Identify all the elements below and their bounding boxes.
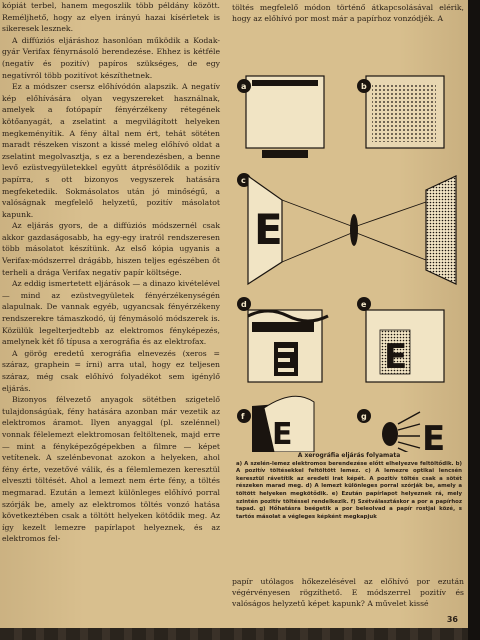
peeled-letter: E (272, 417, 293, 452)
paragraph: Ez a módszer csersz előhívódón alapszik. A negatív kép előhívására olyan vegyszereket használnak, amelyek a fotópapír fényérzékeny rétegének kötőanyagát, a zselatint a megvilágított helyeken megkeményítik. A fény által nem ért, tehát sötéten maradt részeken viszont a kissé meleg előhívó oldat a zselatint megolvasztja, s ez a berendezésben, a benne levő ezüstvegyületekkel együtt átprésölődik a pozitív papírra, s ott bizonyos vegyszerek hatására megfeketedik. Sokmásolatos után jó minőségű, a valóságnak megfelelő helyzetű, pozitív másolatot kapunk. (2, 82, 220, 219)
xerography-illustration (234, 72, 462, 452)
panel-label: b (361, 82, 367, 91)
panel-label: f (241, 412, 245, 421)
right-column (232, 0, 464, 628)
paragraph: A görög eredetű xerográfia elnevezés (xeros = száraz, graphein = írni) arra utal, hogy ez teljesen száraz, még csak előhívó folyadékot sem igénylő eljárás. (2, 348, 220, 393)
paragraph: Bizonyos félvezető anyagok sötétben szigetelő tulajdonságúak, fény hatására azonban már vezetik az elektromos áramot. Ilyen anyaggal (pl. szelénnel) vonnak félelemezt elektromosan feltöltenek, majd erre — mint a fényképezőgépekben a filmre — képet vetítenek. A szelénbevonat azokon a helyeken, ahol fény érte, vezetővé válik, és a félemlemezen keresztül elveszti töltését. Ahol a lemezt nem érte fény, a töltés megmarad. Ezután a lemezt különleges előhívó porral szórják be, amely az elektromos töltés vonzó hatása következtében csak a töltött helyeken kötődik meg. Az így kezelt lemezre papírlapot helyeznek, és az elektromos fel- (2, 395, 220, 544)
paragraph: töltés megfelelő módon történő átkapcsolásával elérik, hogy az előhívó por most már a papírhoz vonzódjék. A (232, 3, 464, 24)
page-number: 36 (446, 615, 458, 624)
right-bottom-text (232, 576, 464, 610)
panel-label: c (241, 176, 246, 185)
caption-body: a) A szelén-lemez elektromos berendezése előtt elhelyezve feltöltődik. b) A pozitív töltésekkel feltöltött lemez. c) A lemezre optikai lencsén keresztül rávetítik az eredeti irat képét. A pozitív töltés csak a sötét részeken marad meg. d) A lemezt különleges porral szórják be, amely a töltött helyeken megkötődik. e) Ezután papírlapot helyeznek rá, mely szintén pozitív töltéssel rendelkezik. f) Szétválasztáskor a por a papírhoz tapad. g) Hőhatásra beégetik a por beleolvad a papír rostjai közé, s tartós másolat a végleges képként megkapjuk (236, 460, 462, 520)
panel-f (237, 396, 314, 452)
figure-caption (236, 452, 462, 521)
panel-e (357, 297, 444, 382)
caption-title: A xerográfia eljárás folyamata (297, 452, 401, 459)
right-top-text (232, 2, 464, 25)
panel-label: g (361, 412, 367, 421)
panel-c (237, 173, 456, 284)
panel-g (357, 409, 445, 452)
projected-letter: E (254, 205, 283, 254)
panel-d (237, 297, 328, 382)
dark-background-edge (468, 0, 480, 640)
panel-b (357, 76, 444, 148)
paragraph: A diffúziós eljáráshoz hasonlóan működik a Kodak-gyár Verifax fényrnásoló berendezése. Ehhez is kétféle (negatív és pozitív) papíros szükséges, de egy negatívról több pozitívot készíthetnek. (2, 35, 220, 80)
paragraph: papír utólagos hőkezelésével az előhívó por ezután végérvényesen rögzíthető. E módszerrel pozitív és valóságos helyzetű képet kapunk? A művelet kissé (232, 577, 464, 609)
panel-label: e (361, 300, 367, 309)
fixed-letter: E (422, 419, 446, 452)
panel-label: a (241, 82, 247, 91)
binding-strip (0, 628, 480, 640)
panel-a (237, 76, 324, 158)
panel-label: d (241, 300, 247, 309)
paragraph: kópiát terbel, hanem megoszlik több példány között. Reméljhető, hogy az elyen irányú hazai kísérletek is sikeresek lesznek. (2, 1, 220, 34)
left-text-column (0, 0, 224, 628)
paragraph: Az eddig ismertetett eljárások — a dinazo kivételével — mind az ezüstvegyületek fényérzékenységén alapulnak. De vannak egyéb, ugyancsak fényérzékeny rendszerekre támaszkodó, új fénymásoló módszerek is. Közülük legelterjedtebb az elektromos fényképezés, amelynek két fő típusa a xerográfia és az elektrofax. (2, 279, 220, 347)
paragraph: Az eljárás gyors, de a diffúziós módszernél csak akkor gazdaságosabb, ha egy-egy iratról rendszeresen több másolatot készítünk. Az első kópia ugyanis a Verifax-módszerrel drágább, hiszen teljes egészében őt terheli a drága Verifax negatív papír költsége. (2, 221, 220, 277)
paper-letter: E (384, 337, 408, 377)
